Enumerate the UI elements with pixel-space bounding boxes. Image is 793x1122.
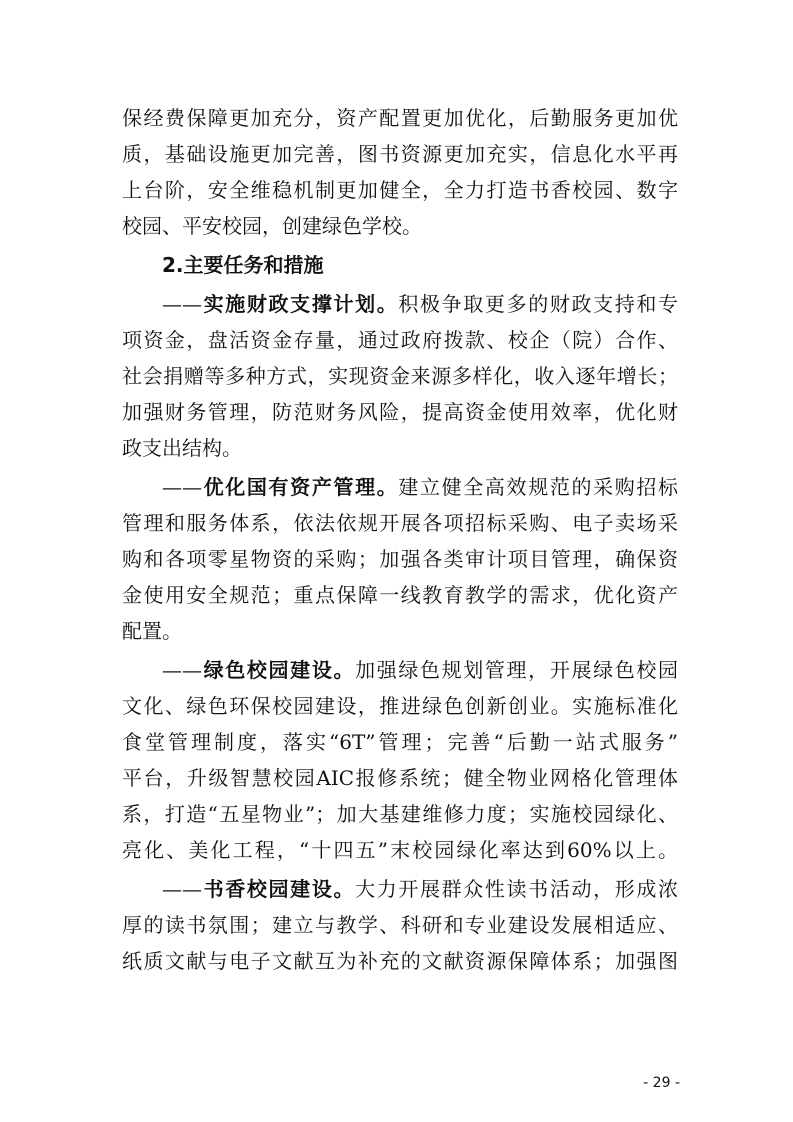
text-line: 加强财务管理，防范财务风险，提高资金使用效率，优化财: [122, 400, 678, 424]
text-run: 加强绿色规划管理，开展绿色校园: [355, 658, 678, 682]
text-line: 保经费保障更加充分，资产配置更加优化，后勤服务更加优: [122, 106, 678, 130]
assets-paragraph: [122, 469, 678, 649]
dash: ——: [162, 658, 202, 682]
text-line: 平台，升级智慧校园AIC报修系统；健全物业网格化管理体: [122, 766, 678, 790]
text-line: 社会捐赠等多种方式，实现资金来源多样化，收入逐年增长；: [122, 364, 678, 388]
text-line: 校园、平安校园，创建绿色学校。: [122, 214, 422, 238]
text-run: 建立健全高效规范的采购招标: [398, 475, 678, 499]
text-line: 亮化、美化工程，“十四五”末校园绿化率达到60%以上。: [122, 838, 678, 862]
text-line: 政支出结构。: [122, 436, 242, 460]
text-line: 纸质文献与电子文献互为补充的文献资源保障体系；加强图: [122, 949, 678, 973]
paragraph-title: 实施财政支撑计划。: [202, 292, 399, 316]
page-number: - 29 -: [643, 1075, 680, 1091]
text-line: 厚的读书氛围；建立与教学、科研和专业建设发展相适应、: [122, 913, 678, 937]
text-line: 系，打造“五星物业”；加大基建维修力度；实施校园绿化、: [122, 802, 678, 826]
text-run: 大力开展群众性读书活动，形成浓: [355, 877, 678, 901]
text-line: 质，基础设施更加完善，图书资源更加充实，信息化水平再: [122, 142, 678, 166]
paragraph-first-line: [122, 286, 678, 322]
books-paragraph: [122, 871, 678, 979]
intro-paragraph: [122, 100, 678, 244]
section-heading: 2.主要任务和措施: [162, 253, 324, 277]
paragraph-first-line: [122, 652, 678, 688]
paragraph-title: 绿色校园建设。: [202, 658, 356, 682]
text-line: 购和各项零星物资的采购；加强各类审计项目管理，确保资: [122, 547, 678, 571]
dash: ——: [162, 475, 202, 499]
text-line: 管理和服务体系，依法依规开展各项招标采购、电子卖场采: [122, 511, 678, 535]
finance-paragraph: [122, 286, 678, 466]
text-line: 上台阶，安全维稳机制更加健全，全力打造书香校园、数字: [122, 178, 678, 202]
paragraph-first-line: [122, 871, 678, 907]
text-line: 项资金，盘活资金存量，通过政府拨款、校企（院）合作、: [122, 328, 678, 352]
text-line: 金使用安全规范；重点保障一线教育教学的需求，优化资产: [122, 583, 678, 607]
text-line: 文化、绿色环保校园建设，推进绿色创新创业。实施标准化: [122, 694, 678, 718]
dash: ——: [162, 292, 202, 316]
green-paragraph: [122, 652, 678, 868]
paragraph-title: 优化国有资产管理。: [202, 475, 399, 499]
dash: ——: [162, 877, 202, 901]
paragraph-first-line: [122, 469, 678, 505]
text-line: 食堂管理制度，落实“6T”管理；完善“后勤一站式服务”: [122, 730, 678, 754]
body-text: [122, 100, 678, 979]
text-line: 配置。: [122, 619, 182, 643]
paragraph-title: 书香校园建设。: [202, 877, 356, 901]
text-run: 积极争取更多的财政支持和专: [398, 292, 678, 316]
